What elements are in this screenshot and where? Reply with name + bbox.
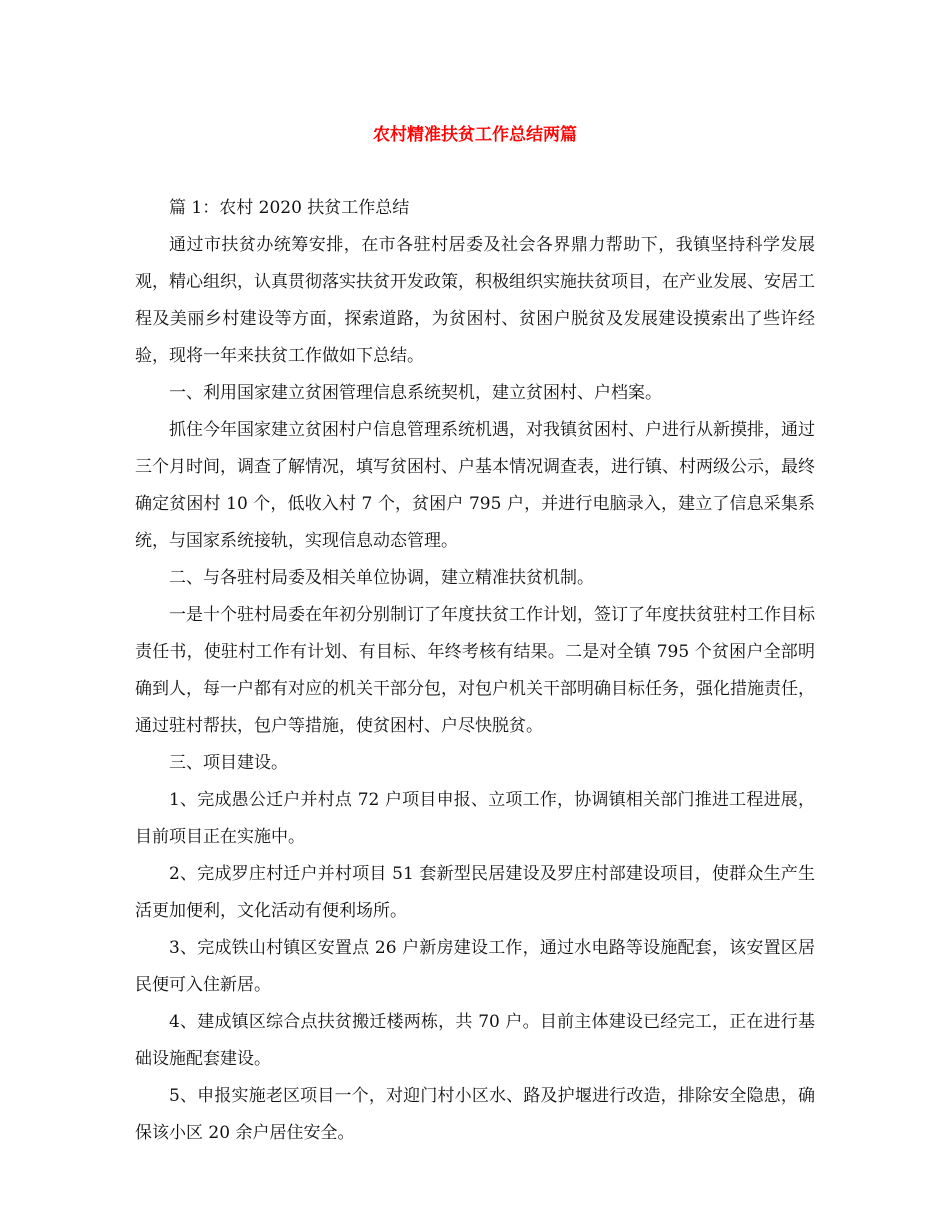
section-heading: 篇 1：农村 2020 扶贫工作总结 bbox=[169, 198, 410, 218]
list-item: 1、完成愚公迁户并村点 72 户项目申报、立项工作，协调镇相关部门推进工程进展，目前项目正在实施中。 bbox=[135, 790, 815, 847]
list-item: 2、完成罗庄村迁户并村项目 51 套新型民居建设及罗庄村部建设项目，使群众生产生活更加便利，文化活动有便利场所。 bbox=[135, 864, 815, 921]
paragraph-heading: 三、项目建设。 bbox=[169, 753, 288, 773]
paragraph: 抓住今年国家建立贫困村户信息管理系统机遇，对我镇贫困村、户进行从新摸排，通过三个月时间，调查了解情况，填写贫困村、户基本情况调查表，进行镇、村两级公示，最终确定贫困村 10 个，低收入村 7 个，贫困户 795 户，并进行电脑录入，建立了信息采集系统，与国家系统接轨，实现信息动态管理。 bbox=[135, 420, 815, 551]
list-item: 5、申报实施老区项目一个，对迎门村小区水、路及护堰进行改造，排除安全隐患，确保该小区 20 余户居住安全。 bbox=[135, 1086, 815, 1143]
document-title: 农村精准扶贫工作总结两篇 bbox=[373, 125, 577, 145]
document-body bbox=[135, 190, 815, 1152]
paragraph: 一是十个驻村局委在年初分别制订了年度扶贫工作计划，签订了年度扶贫驻村工作目标责任书，使驻村工作有计划、有目标、年终考核有结果。二是对全镇 795 个贫困户全部明确到人，每一户都有对应的机关干部分包，对包户机关干部明确目标任务，强化措施责任，通过驻村帮扶，包户等措施，使贫困村、户尽快脱贫。 bbox=[135, 605, 815, 736]
list-item: 3、完成铁山村镇区安置点 26 户新房建设工作，通过水电路等设施配套，该安置区居民便可入住新居。 bbox=[135, 938, 815, 995]
paragraph: 通过市扶贫办统筹安排，在市各驻村居委及社会各界鼎力帮助下，我镇坚持科学发展观，精心组织，认真贯彻落实扶贫开发政策，积极组织实施扶贫项目，在产业发展、安居工程及美丽乡村建设等方面，探索道路，为贫困村、贫困户脱贫及发展建设摸索出了些许经验，现将一年来扶贫工作做如下总结。 bbox=[135, 235, 815, 366]
list-item: 4、建成镇区综合点扶贫搬迁楼两栋，共 70 户。目前主体建设已经完工，正在进行基础设施配套建设。 bbox=[135, 1012, 815, 1069]
paragraph-heading: 一、利用国家建立贫困管理信息系统契机，建立贫困村、户档案。 bbox=[169, 383, 662, 403]
paragraph-heading: 二、与各驻村局委及相关单位协调，建立精准扶贫机制。 bbox=[169, 568, 594, 588]
